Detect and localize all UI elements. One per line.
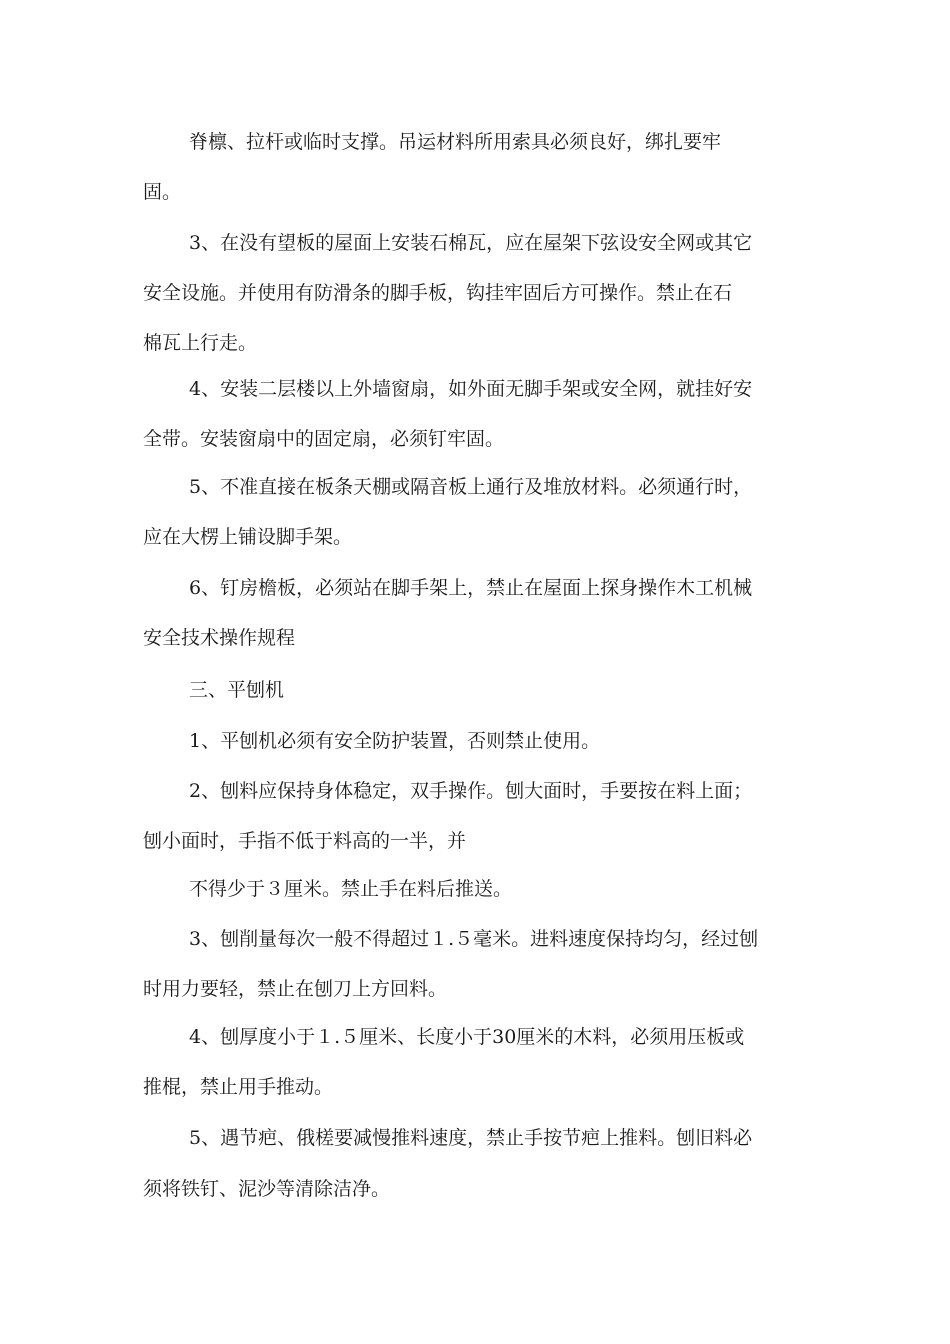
text-line: 安全设施。并使用有防滑条的脚手板，钩挂牢固后方可操作。禁止在石 (143, 282, 733, 304)
text-line: 时用力要轻，禁止在刨刀上方回料。 (143, 978, 448, 1000)
text-line: 4、刨厚度小于１.５厘米、长度小于30厘米的木料，必须用压板或 (189, 1026, 745, 1048)
text-line: 应在大楞上铺设脚手架。 (143, 526, 353, 548)
text-line: 刨小面时，手指不低于料高的一半，并 (143, 830, 467, 852)
text-line: 1、平刨机必须有安全防护装置，否则禁止使用。 (189, 730, 601, 752)
section-heading: 三、平刨机 (189, 679, 285, 701)
text-line: 3、在没有望板的屋面上安装石棉瓦，应在屋架下弦设安全网或其它 (189, 232, 753, 254)
text-line: 棉瓦上行走。 (143, 332, 258, 354)
text-line: 安全技术操作规程 (143, 627, 296, 649)
text-line: 固。 (143, 181, 182, 203)
text-line: 5、不准直接在板条天棚或隔音板上通行及堆放材料。必须通行时， (189, 476, 753, 498)
text-line: 4、安装二层楼以上外墙窗扇，如外面无脚手架或安全网，就挂好安 (189, 378, 753, 400)
text-line: 须将铁钉、泥沙等清除洁净。 (143, 1178, 391, 1200)
text-line: 脊檩、拉杆或临时支撑。吊运材料所用索具必须良好，绑扎要牢 (189, 131, 722, 153)
text-line: 推棍，禁止用手推动。 (143, 1076, 334, 1098)
text-line: 3、刨削量每次一般不得超过１.５毫米。进料速度保持均匀，经过刨 (189, 928, 759, 950)
text-line: 全带。安装窗扇中的固定扇，必须钉牢固。 (143, 428, 505, 450)
text-line: 不得少于３厘米。禁止手在料后推送。 (189, 878, 513, 900)
text-line: 2、刨料应保持身体稳定，双手操作。刨大面时，手要按在料上面； (189, 780, 753, 802)
text-line: 5、遇节疤、俄槎要减慢推料速度，禁止手按节疤上推料。刨旧料必 (189, 1127, 753, 1149)
text-line: 6、钉房檐板，必须站在脚手架上，禁止在屋面上探身操作木工机械 (189, 577, 753, 599)
